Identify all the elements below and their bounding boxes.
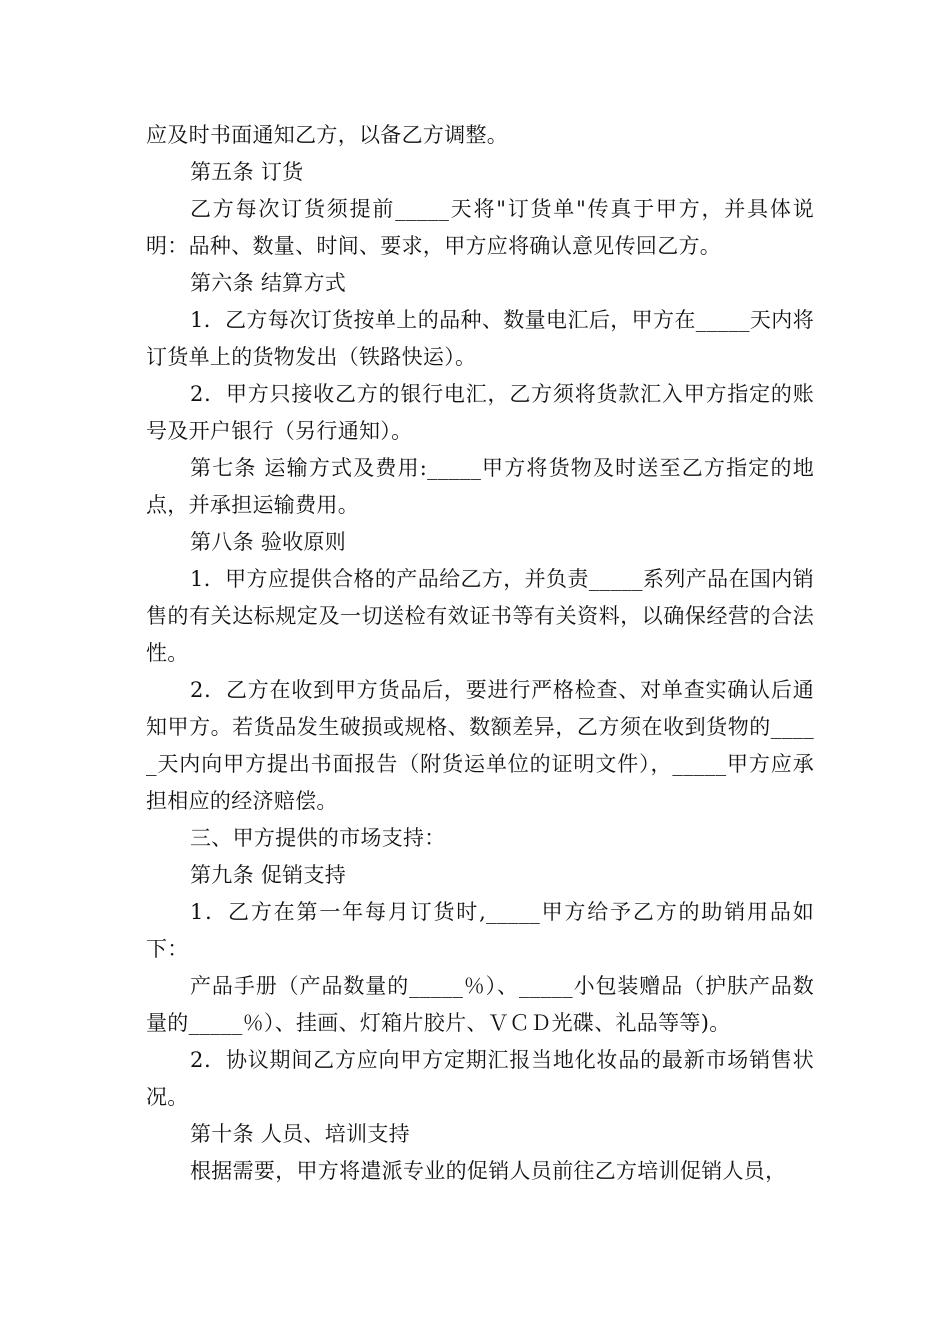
article-6-item-2: 2．甲方只接收乙方的银行电汇，乙方须将货款汇入甲方指定的账号及开户银行（另行通知）。 [146,382,814,443]
article-7-paragraph: 第七条 运输方式及费用:_____甲方将货物及时送至乙方指定的地点，并承担运输费用。 [146,456,814,517]
article-9-heading: 第九条 促销支持 [190,863,347,887]
article-8-heading: 第八条 验收原则 [190,530,347,554]
article-6-item-1: 1．乙方每次订货按单上的品种、数量电汇后，甲方在_____天内将订货单上的货物发出（铁路快运）。 [146,308,814,369]
article-9-item-2: 2．协议期间乙方应向甲方定期汇报当地化妆品的最新市场销售状况。 [146,1048,814,1109]
article-5-body: 乙方每次订货须提前_____天将"订货单"传真于甲方，并具体说明：品种、数量、时间、要求，甲方应将确认意见传回乙方。 [146,197,814,258]
document-body [146,117,814,1190]
article-10-body: 根据需要，甲方将遣派专业的促销人员前往乙方培训促销人员， [190,1159,787,1183]
article-9-item-1: 1．乙方在第一年每月订货时,_____甲方给予乙方的助销用品如下： [146,900,814,961]
article-6-heading: 第六条 结算方式 [190,271,347,295]
article-8-item-1: 1．甲方应提供合格的产品给乙方，并负责_____系列产品在国内销售的有关达标规定及一切送检有效证书等有关资料，以确保经营的合法性。 [146,567,814,665]
article-10-heading: 第十条 人员、培训支持 [190,1122,410,1146]
article-8-item-2: 2．乙方在收到甲方货品后，要进行严格检查、对单查实确认后通知甲方。若货品发生破损或规格、数额差异，乙方须在收到货物的_____天内向甲方提出书面报告（附货运单位的证明文件），_____甲方应承担相应的经济赔偿。 [146,678,814,813]
article-5-heading: 第五条 订货 [190,160,304,184]
article-9-materials-list: 产品手册（产品数量的_____％）、_____小包装赠品（护肤产品数量的_____％）、挂画、灯箱片胶片、ＶＣＤ光碟、礼品等等)。 [146,974,814,1035]
section-3-heading: 三、甲方提供的市场支持： [190,826,446,850]
paragraph-continuation: 应及时书面通知乙方，以备乙方调整。 [146,123,509,147]
